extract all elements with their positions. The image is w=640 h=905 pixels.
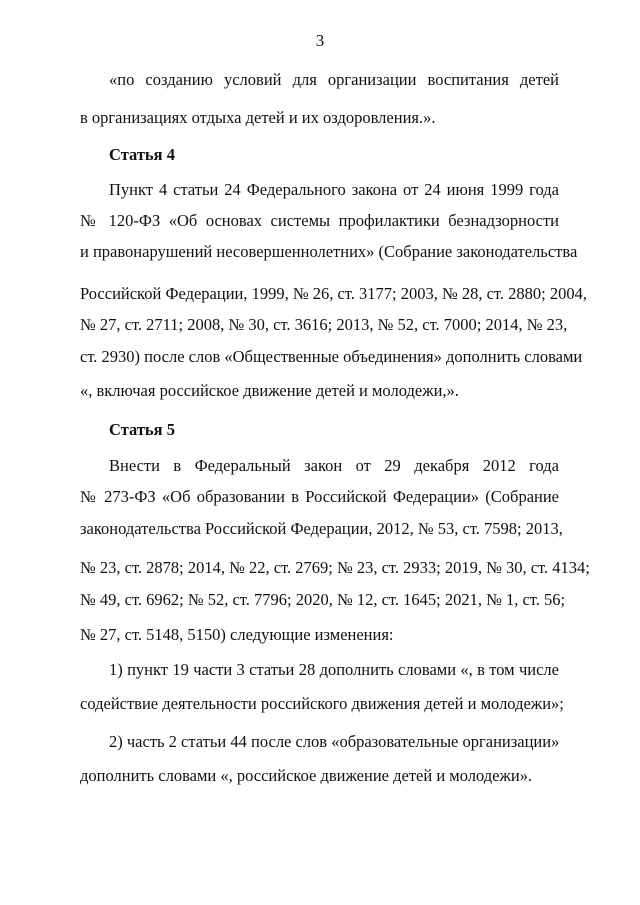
page-number: 3 (315, 31, 325, 50)
text-line: содействие деятельности российского движения детей и молодежи»; (80, 694, 564, 713)
text-line: ст. 2930) после слов «Общественные объединения» дополнить словами (80, 347, 583, 366)
text-line: и правонарушений несовершеннолетних» (Собрание законодательства (80, 242, 578, 261)
text-line: Внести в Федеральный закон от 29 декабря 2012 года (109, 456, 559, 475)
text-line: № 120-ФЗ «Об основах системы профилактики безнадзорности (80, 211, 559, 230)
text-line: № 27, ст. 5148, 5150) следующие изменения: (80, 625, 394, 644)
text-line: № 27, ст. 2711; 2008, № 30, ст. 3616; 2013, № 52, ст. 7000; 2014, № 23, (80, 315, 568, 334)
text-line: Пункт 4 статьи 24 Федерального закона от 24 июня 1999 года (109, 180, 559, 199)
text-line: № 273-ФЗ «Об образовании в Российской Федерации» (Собрание (80, 487, 559, 506)
text-line: № 23, ст. 2878; 2014, № 22, ст. 2769; № 23, ст. 2933; 2019, № 30, ст. 4134; (80, 558, 590, 577)
text-line: «по созданию условий для организации воспитания детей (109, 70, 559, 89)
article-heading: Статья 5 (109, 420, 175, 439)
text-line: № 49, ст. 6962; № 52, ст. 7796; 2020, № 12, ст. 1645; 2021, № 1, ст. 56; (80, 590, 566, 609)
text-line: 1) пункт 19 части 3 статьи 28 дополнить словами «, в том числе (109, 660, 559, 679)
text-line: 2) часть 2 статьи 44 после слов «образовательные организации» (109, 732, 560, 751)
text-line: Российской Федерации, 1999, № 26, ст. 3177; 2003, № 28, ст. 2880; 2004, (80, 284, 587, 303)
text-line: в организациях отдыха детей и их оздоровления.». (80, 108, 436, 127)
text-line: «, включая российское движение детей и молодежи,». (80, 381, 459, 400)
text-line: законодательства Российской Федерации, 2012, № 53, ст. 7598; 2013, (80, 519, 563, 538)
article-heading: Статья 4 (109, 145, 175, 164)
text-line: дополнить словами «, российское движение детей и молодежи». (80, 766, 533, 785)
